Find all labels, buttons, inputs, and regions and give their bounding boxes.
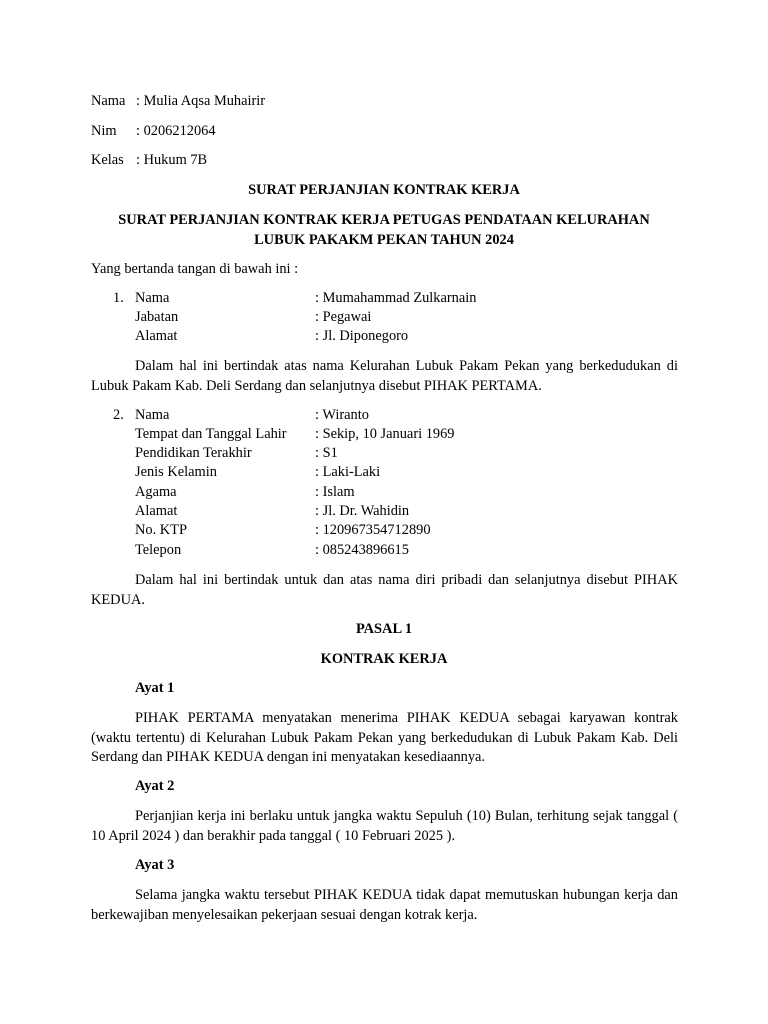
party-2-label-ktp: No. KTP — [135, 522, 187, 538]
party-1-label-nama: Nama — [135, 290, 170, 306]
party-2-paragraph: Dalam hal ini bertindak untuk dan atas nama diri pribadi dan selanjutnya disebut PIHAK KEDUA. — [91, 572, 678, 608]
student-class-label: Kelas — [91, 152, 124, 168]
party-1-label-jabatan: Jabatan — [135, 309, 179, 325]
party-2-value-pendidikan: : S1 — [315, 445, 338, 461]
party-1-value-jabatan: : Pegawai — [315, 309, 372, 325]
party-2-value-nama: : Wiranto — [315, 407, 369, 423]
student-name-value: : Mulia Aqsa Muhairir — [136, 93, 266, 109]
ayat-3-text: Selama jangka waktu tersebut PIHAK KEDUA tidak dapat memutuskan hubungan kerja dan berkewajiban menyelesaikan pekerjaan sesuai dengan kotrak kerja. — [91, 887, 678, 923]
party-2-value-ktp: : 120967354712890 — [315, 522, 431, 538]
party-2-value-agama: : Islam — [315, 484, 355, 500]
ayat-2-heading: Ayat 2 — [135, 778, 175, 794]
party-2-label-nama: Nama — [135, 407, 170, 423]
document-subtitle-line-1: SURAT PERJANJIAN KONTRAK KERJA PETUGAS PENDATAAN KELURAHAN — [118, 212, 650, 228]
student-nim-label: Nim — [91, 123, 117, 139]
party-2-value-ttl: : Sekip, 10 Januari 1969 — [315, 426, 455, 442]
ayat-2-text: Perjanjian kerja ini berlaku untuk jangka waktu Sepuluh (10) Bulan, terhitung sejak tanggal ( 10 April 2024 ) dan berakhir pada tanggal ( 10 Februari 2025 ). — [91, 808, 678, 844]
party-2-label-alamat: Alamat — [135, 503, 178, 519]
student-name-label: Nama — [91, 93, 126, 109]
party-2-value-telepon: : 085243896615 — [315, 542, 409, 558]
ayat-1-text: PIHAK PERTAMA menyatakan menerima PIHAK KEDUA sebagai karyawan kontrak (waktu tertentu) di Kelurahan Lubuk Pakam Pekan yang berkedudukan di Lubuk Pakam Kab. Deli Serdang dan PIHAK KEDUA dengan ini menyatakan kesediaannya. — [91, 710, 678, 765]
ayat-1-heading: Ayat 1 — [135, 680, 175, 696]
ayat-3-heading: Ayat 3 — [135, 857, 175, 873]
party-1-paragraph: Dalam hal ini bertindak atas nama Kelurahan Lubuk Pakam Pekan yang berkedudukan di Lubuk Pakam Kab. Deli Serdang dan selanjutnya disebut PIHAK PERTAMA. — [91, 358, 678, 394]
party-1-value-nama: : Mumahammad Zulkarnain — [315, 290, 477, 306]
party-2-label-ttl: Tempat dan Tanggal Lahir — [135, 426, 287, 442]
document-title: SURAT PERJANJIAN KONTRAK KERJA — [248, 182, 520, 198]
party-2-value-kelamin: : Laki-Laki — [315, 464, 381, 480]
party-2-value-alamat: : Jl. Dr. Wahidin — [315, 503, 410, 519]
party-2-label-agama: Agama — [135, 484, 177, 500]
party-2-label-kelamin: Jenis Kelamin — [135, 464, 217, 480]
pasal-heading: PASAL 1 — [355, 621, 413, 637]
pasal-title: KONTRAK KERJA — [320, 651, 448, 667]
party-1-label-alamat: Alamat — [135, 328, 178, 344]
intro-text: Yang bertanda tangan di bawah ini : — [91, 261, 299, 277]
document-subtitle-line-2: LUBUK PAKAKM PEKAN TAHUN 2024 — [254, 232, 514, 248]
party-2-number: 2. — [113, 407, 124, 423]
party-1-number: 1. — [113, 290, 124, 306]
party-1-value-alamat: : Jl. Diponegoro — [315, 328, 409, 344]
student-class-value: : Hukum 7B — [136, 152, 208, 168]
party-2-label-telepon: Telepon — [135, 542, 182, 558]
party-2-label-pendidikan: Pendidikan Terakhir — [135, 445, 252, 461]
student-nim-value: : 0206212064 — [136, 123, 216, 139]
